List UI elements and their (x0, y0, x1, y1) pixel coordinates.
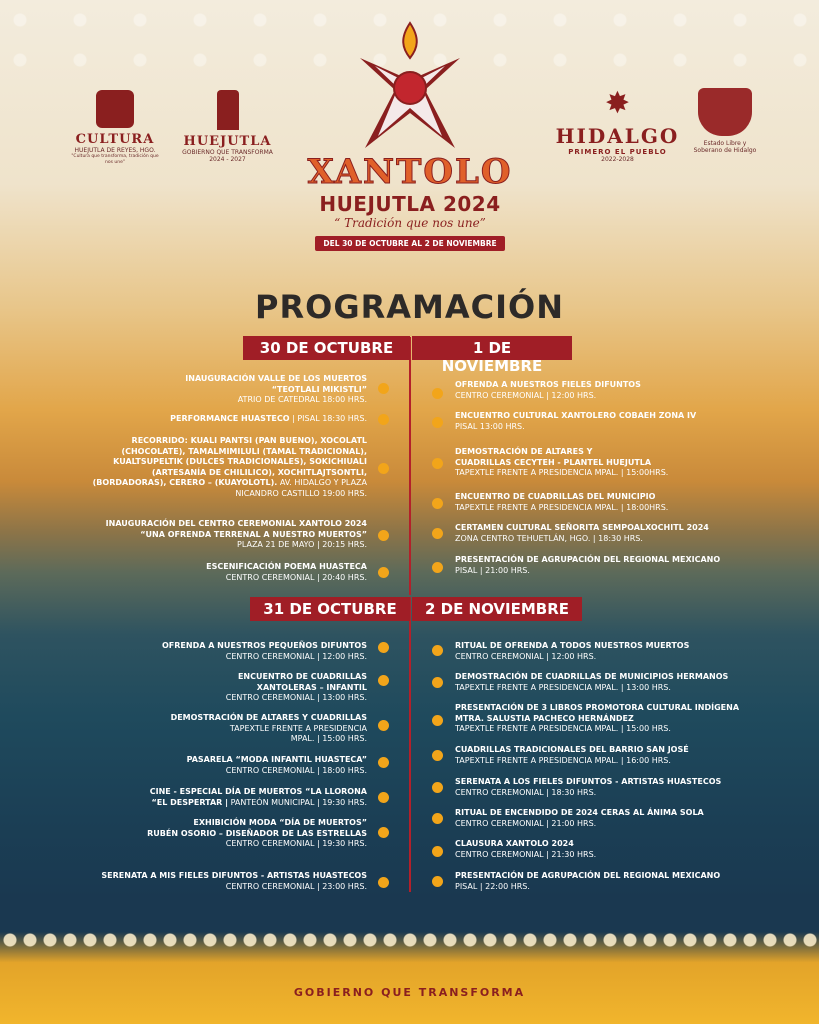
event-item (455, 492, 755, 513)
logo-hidalgo-name: HIDALGO (555, 124, 680, 148)
event-bullet-icon (378, 877, 389, 888)
event-item (67, 414, 367, 425)
event-detail: CENTRO CEREMONIAL | 21:00 HRS. (455, 818, 597, 828)
logo-huejutla-name: HUEJUTLA (183, 134, 272, 149)
event-title: PRESENTACIÓN DE AGRUPACIÓN DEL REGIONAL MEXICANO (455, 871, 721, 880)
church-icon (96, 90, 134, 128)
event-item (455, 672, 755, 693)
event-bullet-icon (432, 782, 443, 793)
event-bullet-icon (378, 675, 389, 686)
tower-icon (217, 90, 239, 130)
event-title: ENCUENTRO DE CUADRILLAS DEL MUNICIPIO (455, 492, 656, 501)
logo-cultura-slogan: "Cultura que transforma, tradición que nos une" (71, 154, 159, 165)
event-bullet-icon (378, 757, 389, 768)
event-detail: CENTRO CEREMONIAL | 12:00 HRS. (455, 390, 597, 400)
event-bullet-icon (378, 530, 389, 541)
event-detail: PLAZA 21 DE MAYO | 20:15 HRS. (237, 540, 367, 549)
event-title: OFRENDA A NUESTROS PEQUEÑOS DIFUNTOS (162, 641, 367, 650)
logo-huejutla (180, 90, 275, 163)
event-bullet-icon (432, 715, 443, 726)
event-title: ENCUENTRO DE CUADRILLAS XANTOLERAS – INFANTIL (237, 672, 367, 692)
event-item (455, 745, 755, 766)
event-title: DEMOSTRACIÓN DE ALTARES Y CUADRILLAS CECYTEH - PLANTEL HUEJUTLA (455, 447, 652, 467)
event-title: CERTAMEN CULTURAL SEÑORITA SEMPOALXOCHITL 2024 (455, 523, 709, 532)
event-item (455, 411, 755, 432)
event-title: INAUGURACIÓN DEL CENTRO CEREMONIAL XANTOLO 2024 “UNA OFRENDA TERRENAL A NUESTRO MUERTOS” (105, 519, 367, 539)
event-bullet-icon (378, 383, 389, 394)
event-title: PERFORMANCE HUASTECO (170, 414, 290, 423)
event-title: ENCUENTRO CULTURAL XANTOLERO COBAEH ZONA IV (455, 411, 697, 420)
event-item (67, 374, 367, 406)
event-title: RECORRIDO: KUALI PANTSI (PAN BUENO), XOCOLATL (CHOCOLATE), TAMALMIMILULI (TAMAL TRADICIONAL), KUALTSUPELTIK (DULCES TRADICIONALES), SOKICHIUALI (ARTESANÍA DE CHILILICO), XOCHITLAJTSONTLI, (BORDADORAS), CERERO – (KUAYOLOTL). (92, 436, 367, 487)
event-detail: ZONA CENTRO TEHUETLÁN, HGO. | 18:30 HRS. (455, 533, 643, 543)
event-item (455, 523, 755, 544)
event-item (455, 808, 755, 829)
event-title: INAUGURACIÓN VALLE DE LOS MUERTOS “TEOTLALI MIKISTLI” (185, 374, 367, 394)
event-detail: TAPEXTLE FRENTE A PRESIDENCIA MPAL. | 15:00HRS. (455, 468, 669, 477)
event-item (455, 839, 755, 860)
event-title: CINE - ESPECIAL DÍA DE MUERTOS “LA LLORONA “EL DESPERTAR | (149, 787, 367, 807)
event-item (455, 703, 755, 735)
event-detail: | PISAL 18:30 HRS. (289, 414, 367, 423)
logo-hidalgo (555, 88, 680, 163)
event-bullet-icon (378, 414, 389, 425)
event-detail: CENTRO CEREMONIAL | 21:30 HRS. (455, 849, 597, 859)
event-detail: CENTRO CEREMONIAL | 12:00 HRS. (225, 651, 367, 661)
event-item (67, 755, 367, 776)
divider-bottom (409, 597, 411, 892)
footer-slogan: GOBIERNO QUE TRANSFORMA (293, 986, 526, 999)
hero (300, 18, 520, 251)
event-item (455, 380, 755, 401)
event-bullet-icon (432, 388, 443, 399)
event-bullet-icon (378, 463, 389, 474)
logo-huejutla-years: 2024 - 2027 (209, 156, 246, 164)
event-bullet-icon (432, 677, 443, 688)
event-item (67, 787, 367, 808)
event-detail: CENTRO CEREMONIAL | 19:30 HRS. (225, 839, 367, 848)
event-detail: PISAL | 21:00 HRS. (455, 565, 530, 575)
tagline: “ Tradición que nos une” (334, 216, 486, 230)
divider-top (409, 337, 411, 595)
day-label-2-nov: 2 DE NOVIEMBRE (412, 597, 582, 621)
event-title: CUADRILLAS TRADICIONALES DEL BARRIO SAN JOSÉ (455, 745, 689, 754)
event-title: PASARELA “MODA INFANTIL HUASTECA” (186, 755, 367, 764)
event-item (67, 641, 367, 662)
event-item (67, 436, 367, 499)
event-detail: TAPEXTLE FRENTE A PRESIDENCIA MPAL. | 13:00 HRS. (455, 682, 671, 692)
flower-icon: ✸ (604, 86, 631, 121)
event-item (455, 555, 755, 576)
event-item (455, 871, 755, 892)
state-crest-icon (698, 88, 752, 136)
city-title: HUEJUTLA 2024 (319, 192, 501, 216)
event-bullet-icon (378, 567, 389, 578)
xantolo-cross-icon (350, 18, 470, 158)
event-bullet-icon (432, 528, 443, 539)
event-detail: PISAL 13:00 HRS. (455, 421, 525, 431)
event-detail: CENTRO CEREMONIAL | 13:00 HRS. (225, 693, 367, 702)
event-item (67, 562, 367, 583)
event-detail: TAPEXTLE FRENTE A PRESIDENCIA MPAL. | 15:00 HRS. (455, 724, 671, 733)
event-detail: TAPEXTLE FRENTE A PRESIDENCIA MPAL. | 15:00 HRS. (229, 723, 367, 743)
event-bullet-icon (432, 498, 443, 509)
event-detail: TAPEXTLE FRENTE A PRESIDENCIA MPAL. | 16:00 HRS. (455, 755, 671, 765)
event-item (67, 871, 367, 892)
event-bullet-icon (432, 417, 443, 428)
event-title: PRESENTACIÓN DE 3 LIBROS PROMOTORA CULTURAL INDÍGENA MTRA. SALUSTIA PACHECO HERNÁNDEZ (455, 703, 740, 723)
event-bullet-icon (432, 645, 443, 656)
event-title: PRESENTACIÓN DE AGRUPACIÓN DEL REGIONAL MEXICANO (455, 555, 721, 564)
event-detail: CENTRO CEREMONIAL | 23:00 HRS. (225, 881, 367, 891)
event-title: RITUAL DE ENCENDIDO DE 2024 CERAS AL ÁNIMA SOLA (455, 808, 704, 817)
date-range-badge: DEL 30 DE OCTUBRE AL 2 DE NOVIEMBRE (315, 236, 504, 251)
event-detail: CENTRO CEREMONIAL | 12:00 HRS. (455, 651, 597, 661)
day-label-31-oct: 31 DE OCTUBRE (250, 597, 410, 621)
logo-hidalgo-years: 2022-2028 (601, 156, 634, 163)
event-bullet-icon (432, 458, 443, 469)
event-detail: CENTRO CEREMONIAL | 18:00 HRS. (225, 765, 367, 775)
event-item (67, 713, 367, 745)
event-bullet-icon (378, 792, 389, 803)
event-title: SERENATA A MIS FIELES DIFUNTOS - ARTISTAS HUASTECOS (101, 871, 367, 880)
event-title: ESCENIFICACIÓN POEMA HUASTECA (206, 562, 367, 571)
event-bullet-icon (432, 813, 443, 824)
logo-cultura-sub: HUEJUTLA DE REYES, HGO. (74, 147, 156, 154)
event-item (67, 519, 367, 551)
event-title: SERENATA A LOS FIELES DIFUNTOS - ARTISTAS HUASTECOS (455, 777, 722, 786)
event-title: EXHIBICIÓN MODA “DÍA DE MUERTOS” RUBÉN OSORIO – DISEÑADOR DE LAS ESTRELLAS (147, 818, 367, 838)
event-detail: ATRIO DE CATEDRAL 18:00 HRS. (237, 395, 367, 404)
event-bullet-icon (378, 720, 389, 731)
logo-cultura-name: CULTURA (75, 132, 155, 147)
event-item (455, 447, 755, 479)
event-bullet-icon (432, 846, 443, 857)
logo-hidalgo-sub: PRIMERO EL PUEBLO (568, 148, 667, 156)
day-label-1-nov: 1 DE NOVIEMBRE (412, 336, 572, 360)
event-detail: PISAL | 22:00 HRS. (455, 881, 530, 891)
event-bullet-icon (378, 827, 389, 838)
event-item (67, 818, 367, 850)
event-detail: AV. HIDALGO Y PLAZA NICANDRO CASTILLO 19:00 HRS. (235, 478, 367, 498)
brand-title: XANTOLO (307, 152, 513, 192)
logo-huejutla-sub: GOBIERNO QUE TRANSFORMA (182, 149, 273, 156)
event-detail: CENTRO CEREMONIAL | 18:30 HRS. (455, 787, 597, 797)
event-title: RITUAL DE OFRENDA A TODOS NUESTROS MUERTOS (455, 641, 690, 650)
logo-estado-sub: Estado Libre y Soberano de Hidalgo (693, 140, 757, 155)
logo-estado-hidalgo (690, 88, 760, 154)
program-title: PROGRAMACIÓN (255, 288, 564, 326)
day-label-30-oct: 30 DE OCTUBRE (243, 336, 410, 360)
event-title: DEMOSTRACIÓN DE CUADRILLAS DE MUNICIPIOS HERMANOS (455, 672, 729, 681)
event-title: DEMOSTRACIÓN DE ALTARES Y CUADRILLAS (170, 713, 367, 722)
event-detail: PANTEÓN MUNICIPAL | 19:30 HRS. (228, 797, 367, 807)
event-item (455, 641, 755, 662)
event-bullet-icon (432, 876, 443, 887)
event-title: CLAUSURA XANTOLO 2024 (455, 839, 574, 848)
event-bullet-icon (378, 642, 389, 653)
bottom-lace-pattern (0, 930, 819, 950)
event-item (67, 672, 367, 704)
event-item (455, 777, 755, 798)
event-bullet-icon (432, 562, 443, 573)
event-bullet-icon (432, 750, 443, 761)
logo-cultura (70, 90, 160, 165)
event-detail: CENTRO CEREMONIAL | 20:40 HRS. (225, 572, 367, 582)
event-detail: TAPEXTLE FRENTE A PRESIDENCIA MPAL. | 18:00HRS. (455, 502, 669, 512)
event-title: OFRENDA A NUESTROS FIELES DIFUNTOS (455, 380, 641, 389)
